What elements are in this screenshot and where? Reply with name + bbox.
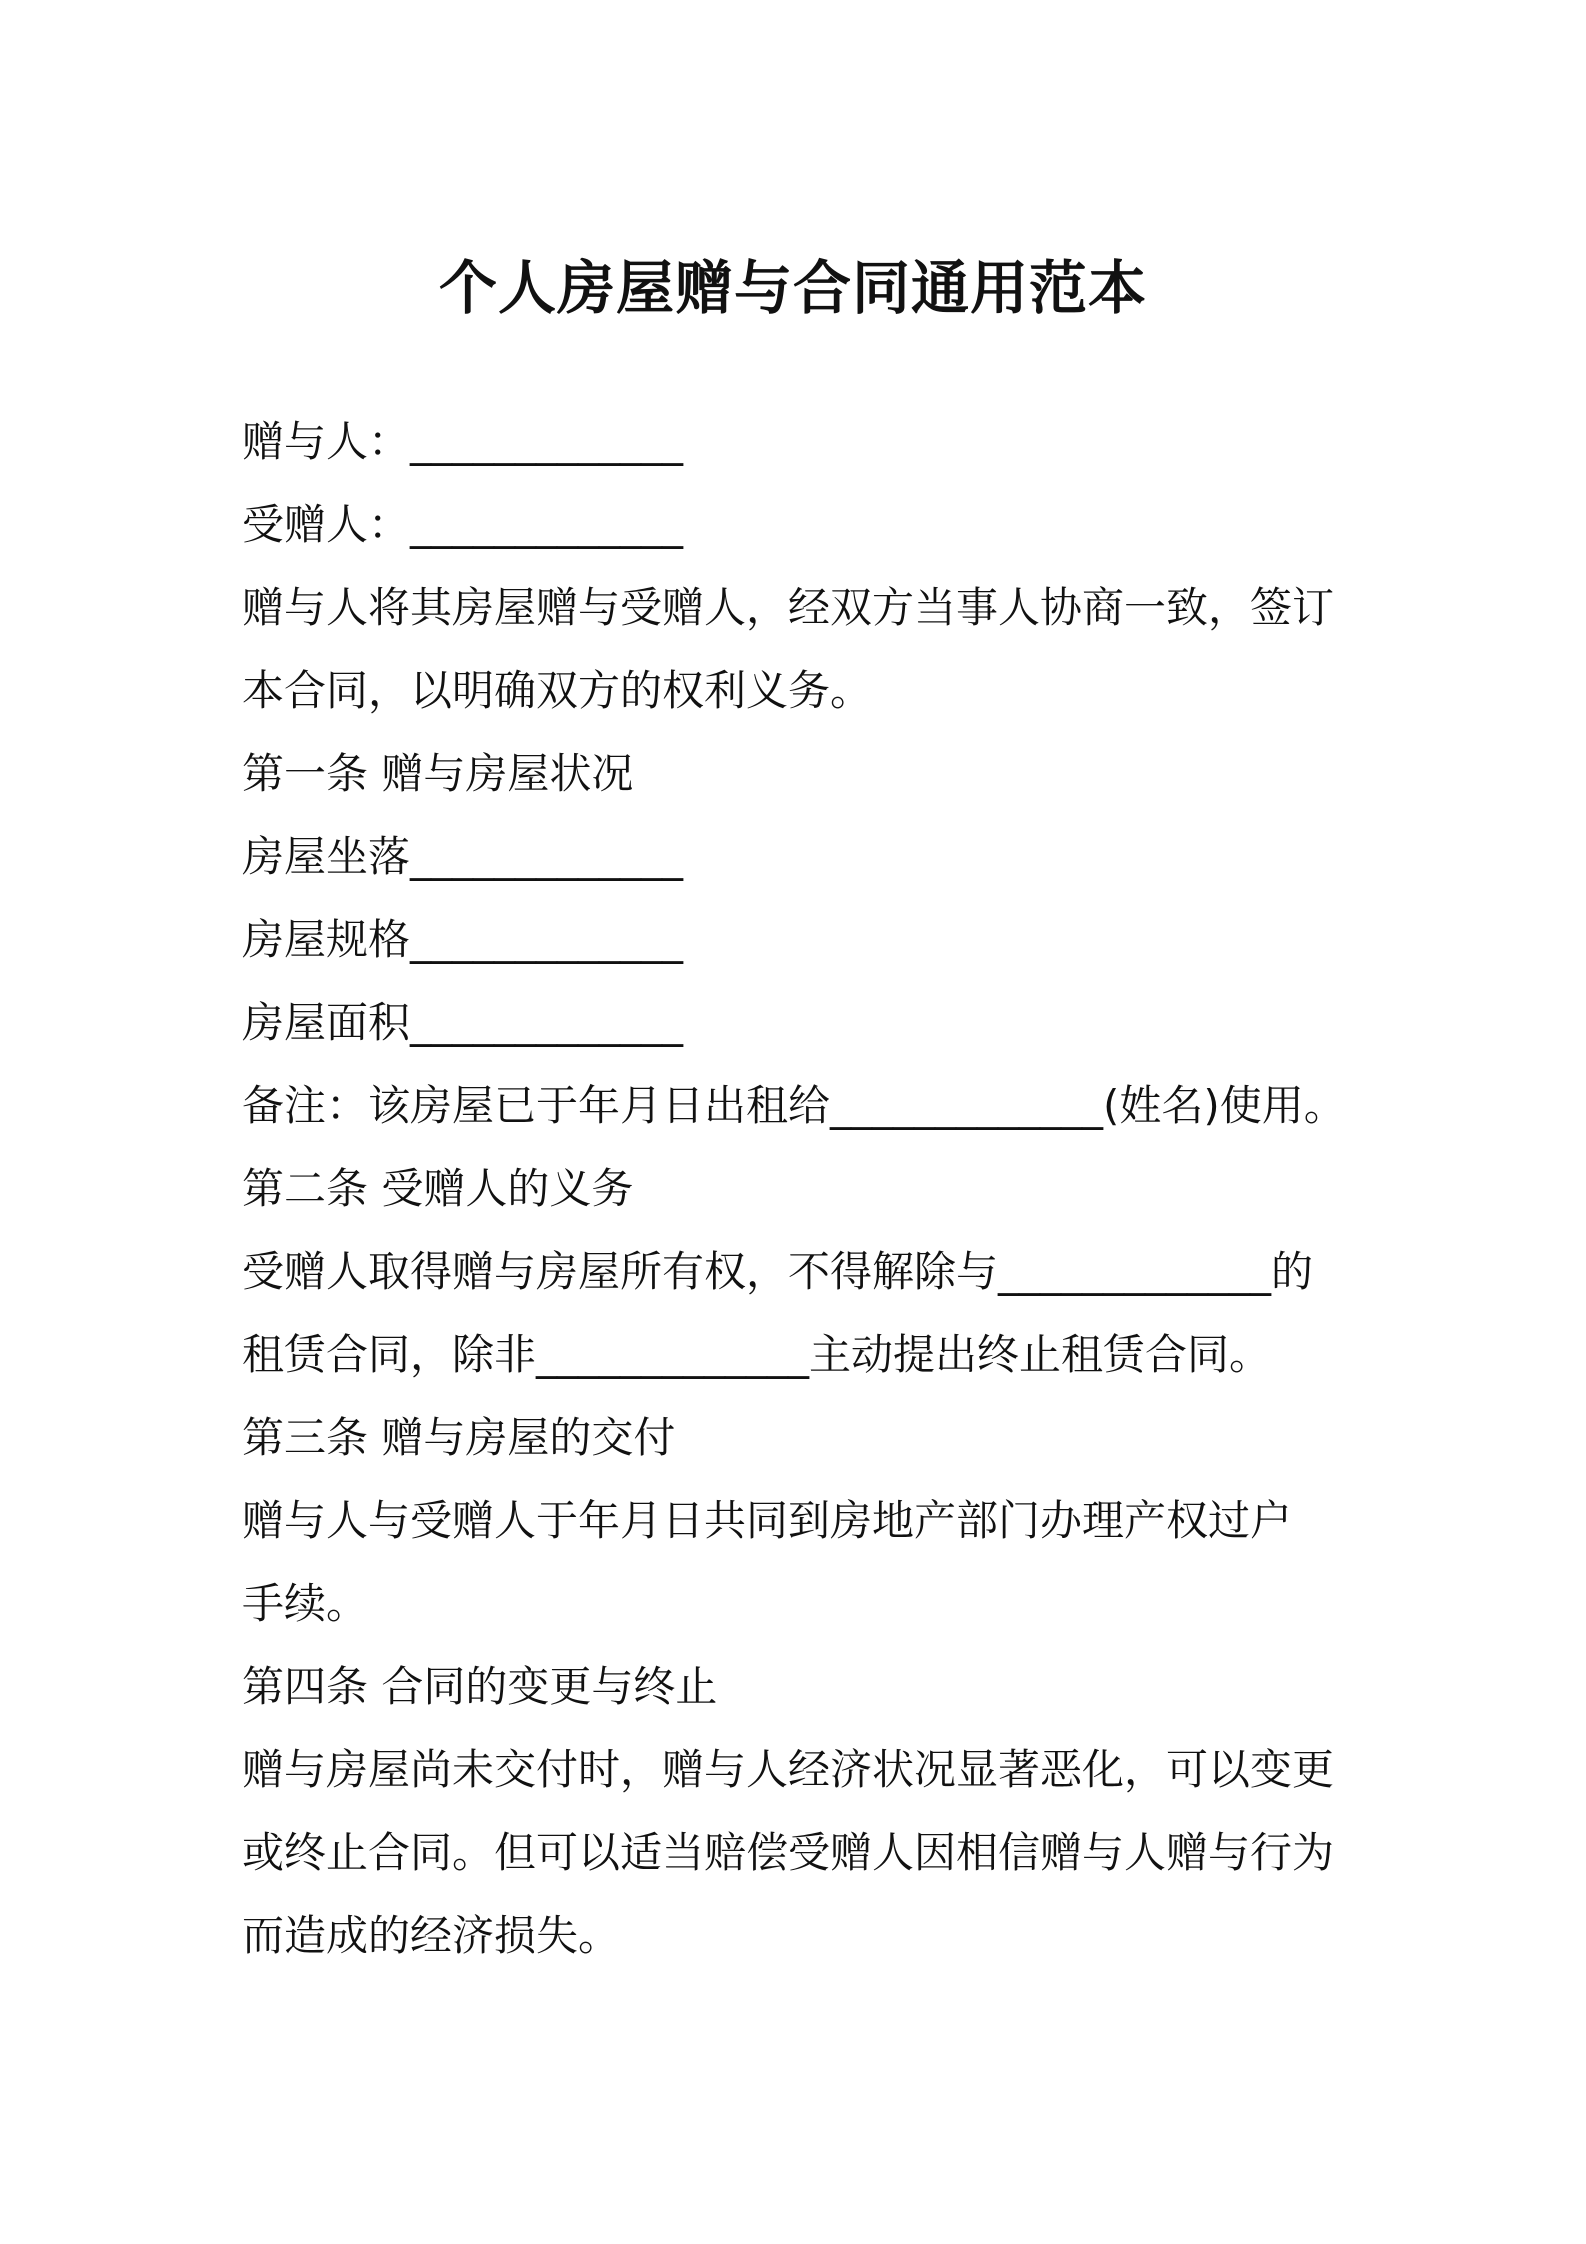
article-1-heading: 第一条 赠与房屋状况 (242, 749, 634, 798)
article-4-text-3: 而造成的经济损失。 (242, 1911, 621, 1960)
article-4-heading: 第四条 合同的变更与终止 (242, 1662, 718, 1711)
article-3-text-1: 赠与人与受赠人于年月日共同到房地产部门办理产权过户 (242, 1496, 1293, 1545)
house-location-line: 房屋坐落_____________ (242, 832, 684, 881)
donee-line: 受赠人：_____________ (242, 500, 684, 549)
article-4-text-1: 赠与房屋尚未交付时，赠与人经济状况显著恶化，可以变更 (242, 1745, 1335, 1794)
preamble-line-1: 赠与人将其房屋赠与受赠人，经双方当事人协商一致，签订 (242, 583, 1335, 632)
article-3-heading: 第三条 赠与房屋的交付 (242, 1413, 676, 1462)
article-4-text-2: 或终止合同。但可以适当赔偿受赠人因相信赠与人赠与行为 (242, 1828, 1335, 1877)
document-title: 个人房屋赠与合同通用范本 (438, 254, 1147, 322)
house-area-line: 房屋面积_____________ (242, 998, 684, 1047)
article-2-heading: 第二条 受赠人的义务 (242, 1164, 634, 1213)
article-2-text-2: 租赁合同，除非_____________主动提出终止租赁合同。 (242, 1330, 1272, 1379)
donor-line: 赠与人：_____________ (242, 417, 684, 466)
remark-line: 备注：该房屋已于年月日出租给_____________(姓名)使用。 (242, 1081, 1346, 1130)
article-3-text-2: 手续。 (242, 1579, 369, 1628)
preamble-line-2: 本合同，以明确双方的权利义务。 (242, 666, 873, 715)
document-body (242, 400, 1362, 1977)
article-2-text-1: 受赠人取得赠与房屋所有权，不得解除与_____________的 (242, 1247, 1314, 1296)
house-spec-line: 房屋规格_____________ (242, 915, 684, 964)
